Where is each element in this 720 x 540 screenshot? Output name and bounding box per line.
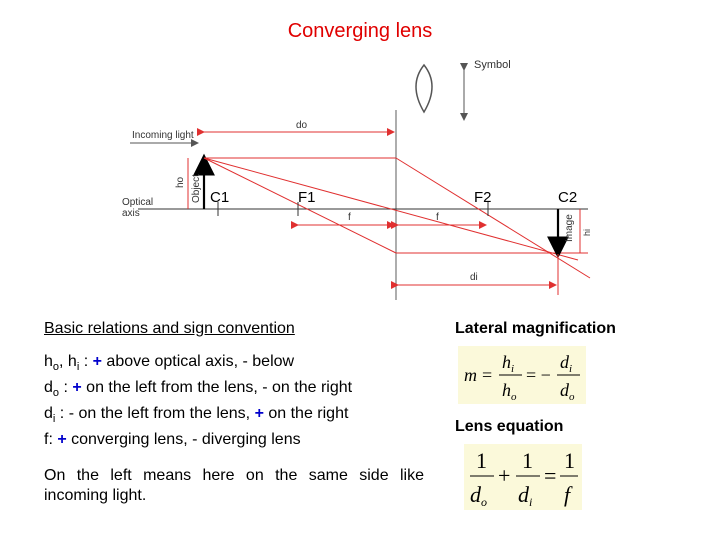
di-label: di: [470, 272, 478, 283]
object-label: Object: [191, 174, 202, 203]
lens-plus: +: [498, 463, 511, 488]
mag-ho: $h_o$: [502, 380, 517, 403]
lens-equation-heading: Lens equation: [455, 418, 564, 435]
mag-m: m: [464, 365, 477, 385]
f2-label: F2: [474, 189, 492, 206]
lens-symbol-icon: [416, 65, 432, 112]
rule-line-ho-hi: $h_o$, $h_i$ : + above optical axis, - below: [44, 353, 295, 374]
lens-diagram: [100, 50, 600, 310]
lens-eq: =: [544, 463, 557, 488]
rule-line-f: f: + converging lens, - diverging lens: [44, 431, 301, 448]
f-right-label: f: [436, 212, 439, 223]
mag-hi: $h_i$: [502, 352, 515, 375]
lens-one-2: 1: [522, 448, 533, 473]
f-left-label: f: [348, 212, 351, 223]
lens-one-1: 1: [476, 448, 487, 473]
c1-label: C1: [210, 189, 230, 206]
magnification-formula: [458, 346, 586, 404]
lens-di: di: [518, 482, 533, 509]
sign-convention-note: On the left means here on the same side like incoming light.: [44, 467, 424, 504]
ho-label: ho: [175, 176, 186, 188]
optical-axis-label-2: axis: [122, 208, 140, 219]
basic-relations-heading: Basic relations and sign convention: [44, 320, 295, 337]
optical-axis-label: Optical: [122, 197, 154, 208]
mag-eq2: = −: [526, 365, 551, 385]
symbol-label: Symbol: [474, 59, 511, 71]
lens-do: do: [470, 482, 487, 509]
do-label: do: [296, 120, 308, 131]
mag-do: $d_o$: [560, 380, 575, 403]
lens-one-3: 1: [564, 448, 575, 473]
lens-f: f: [564, 482, 571, 507]
f1-label: F1: [298, 189, 316, 206]
mag-di: $d_i$: [560, 352, 573, 375]
hi-label: hi: [582, 228, 592, 236]
rule-line-do: $d_o$ : + on the left from the lens, - on the right: [44, 379, 353, 400]
slide-title: Converging lens: [287, 20, 433, 42]
lateral-magnification-heading: Lateral magnification: [455, 320, 616, 337]
lens-equation-formula: [464, 444, 582, 510]
image-label: Image: [564, 214, 575, 242]
incoming-light-label: Incoming light: [132, 130, 194, 141]
rule-line-di: $d_i$ : - on the left from the lens, + on the right: [44, 405, 349, 426]
c2-label: C2: [558, 189, 578, 206]
mag-eq: =: [482, 365, 493, 385]
